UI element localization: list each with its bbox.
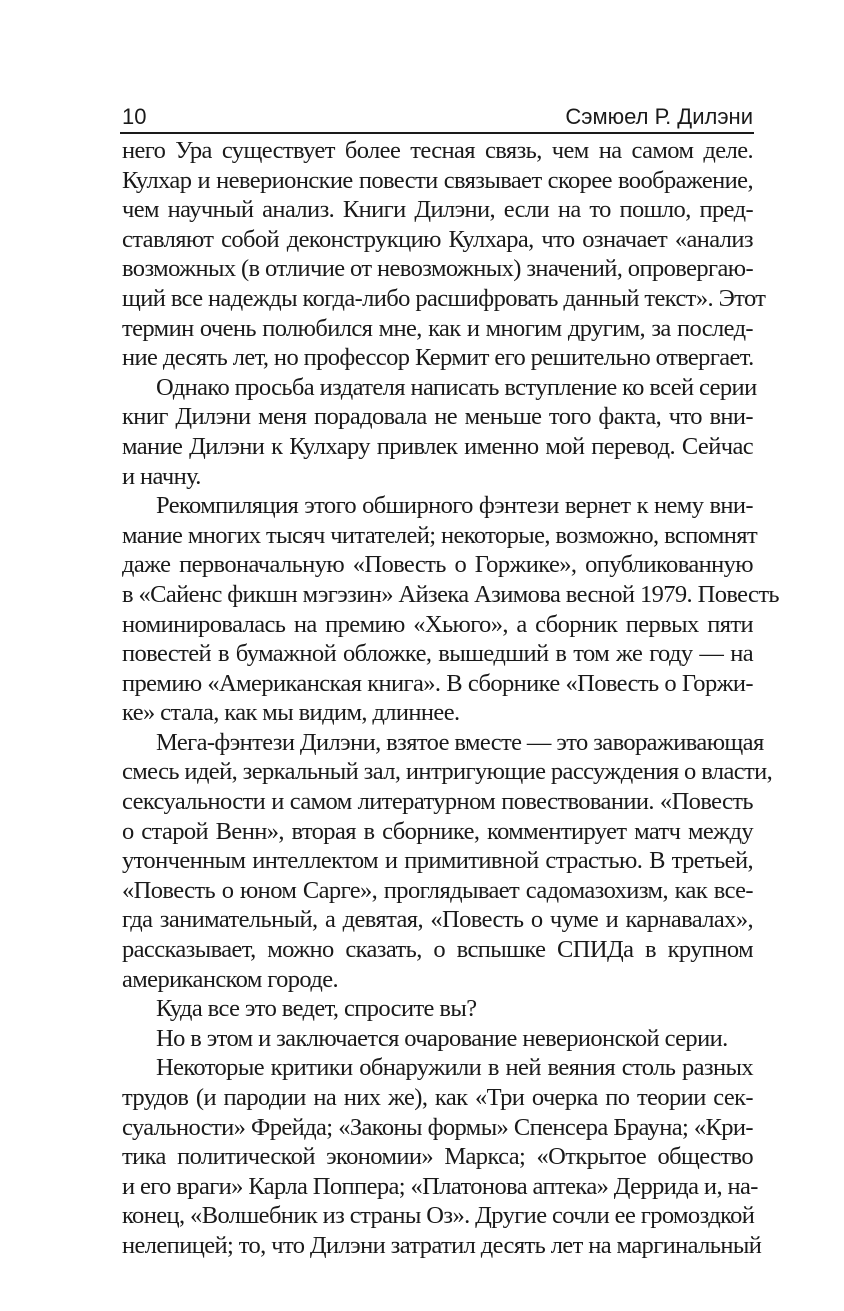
text-line: повестей в бумажной обложке, вышедший в том же году — на <box>122 640 753 668</box>
text-line: щий все надежды когда-либо расшифровать данный текст». Этот <box>122 284 766 312</box>
text-line: ние десять лет, но профессор Кермит его решительно отвергает. <box>122 344 754 372</box>
running-header <box>122 104 753 132</box>
text-line: смесь идей, зеркальный зал, интригующие рассуждения о власти, <box>122 758 773 786</box>
text-line: Куда все это ведет, спросите вы? <box>156 995 477 1023</box>
running-head-author: Сэмюел Р. Дилэни <box>565 104 753 129</box>
body-text <box>122 136 780 1261</box>
text-line: даже первоначальную «Повесть о Горжике», опубликованную <box>122 551 753 579</box>
text-line: мание Дилэни к Кулхару привлек именно мой перевод. Сейчас <box>122 432 753 460</box>
text-line: тика политической экономии» Маркса; «Открытое общество <box>122 1143 753 1171</box>
text-line: американском городе. <box>122 965 339 993</box>
text-line: ставляют собой деконструкцию Кулхара, что означает «анализ <box>122 225 753 253</box>
text-line: трудов (и пародии на них же), как «Три очерка по теории сек- <box>122 1084 753 1111</box>
page-number: 10 <box>122 104 147 129</box>
text-line: и его враги» Карла Поппера; «Платонова аптека» Деррида и, на- <box>122 1172 758 1200</box>
text-line: номинировалась на премию «Хьюго», а сборник первых пяти <box>122 610 753 638</box>
text-line: Но в этом и заключается очарование неверионской серии. <box>156 1024 728 1052</box>
text-line: суальности» Фрейда; «Законы формы» Спенсера Брауна; «Кри- <box>122 1113 753 1141</box>
text-line: о старой Венн», вторая в сборнике, комментирует матч между <box>122 817 753 845</box>
text-line: него Ура существует более тесная связь, чем на самом деле. <box>122 137 753 164</box>
text-line: утонченным интеллектом и примитивной страстью. В третьей, <box>122 847 753 875</box>
text-line: рассказывает, можно сказать, о вспышке СПИДа в крупном <box>122 936 753 964</box>
text-line: гда занимательный, а девятая, «Повесть о чуме и карнавалах», <box>122 906 753 934</box>
text-line: Рекомпиляция этого обширного фэнтези вернет к нему вни- <box>156 492 753 520</box>
text-line: Кулхар и неверионские повести связывает скорее воображение, <box>122 166 753 194</box>
text-line: чем научный анализ. Книги Дилэни, если на то пошло, пред- <box>122 196 753 224</box>
header-rule <box>120 132 754 134</box>
text-line: Однако просьба издателя написать вступление ко всей серии <box>156 373 757 401</box>
text-line: премию «Американская книга». В сборнике «Повесть о Горжи- <box>122 669 753 697</box>
text-line: термин очень полюбился мне, как и многим другим, за послед- <box>122 314 753 342</box>
text-line: нелепицей; то, что Дилэни затратил десять лет на маргинальный <box>122 1231 762 1259</box>
text-line: Мега-фэнтези Дилэни, взятое вместе — это завораживающая <box>156 728 764 756</box>
text-line: сексуальности и самом литературном повествовании. «Повесть <box>122 788 753 816</box>
text-line: конец, «Волшебник из страны Оз». Другие сочли ее громоздкой <box>122 1202 755 1230</box>
text-line: в «Сайенс фикшн мэгэзин» Айзека Азимова весной 1979. Повесть <box>122 580 780 608</box>
text-line: Некоторые критики обнаружили в ней веяния столь разных <box>156 1054 753 1082</box>
text-line: мание многих тысяч читателей; некоторые, возможно, вспомнят <box>122 521 758 549</box>
text-line: книг Дилэни меня порадовала не меньше того факта, что вни- <box>122 403 753 431</box>
text-line: возможных (в отличие от невозможных) значений, опровергаю- <box>122 255 754 283</box>
text-line: «Повесть о юном Сарге», проглядывает садомазохизм, как все- <box>122 876 753 904</box>
text-line: и начну. <box>122 462 201 490</box>
text-line: ке» стала, как мы видим, длиннее. <box>122 699 460 727</box>
